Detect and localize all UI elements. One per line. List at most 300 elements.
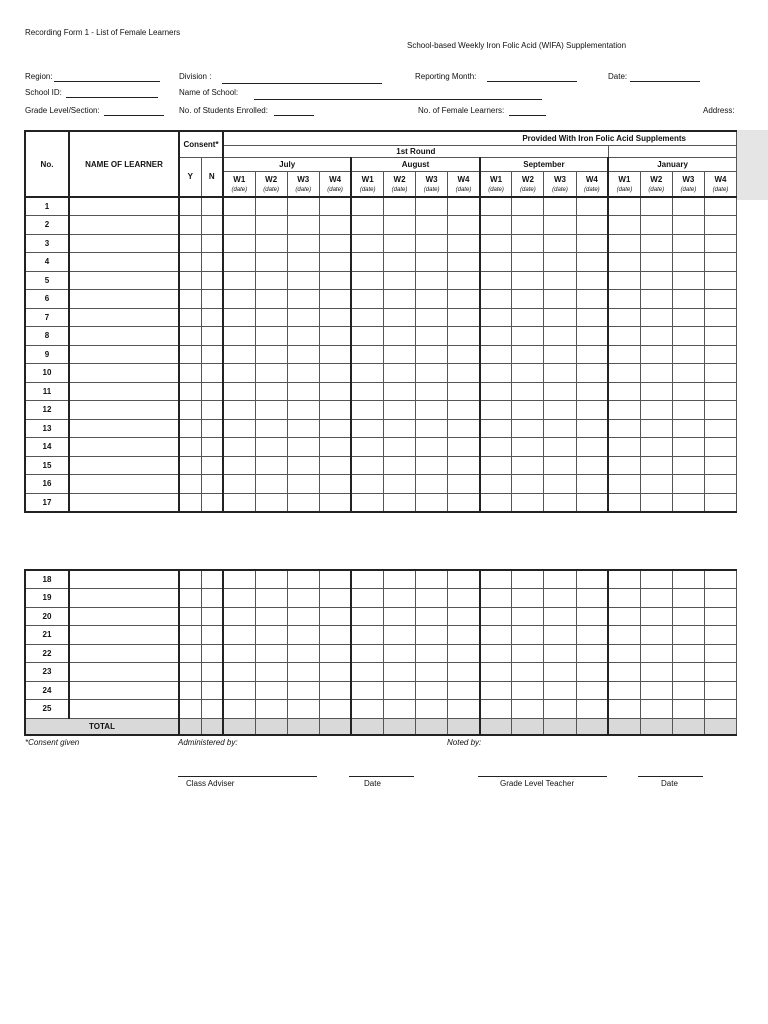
week-cell[interactable]: [255, 271, 287, 290]
week-cell[interactable]: [351, 382, 383, 401]
consent-n-cell[interactable]: [201, 493, 223, 512]
week-cell[interactable]: [672, 290, 704, 309]
week-cell[interactable]: [704, 382, 736, 401]
week-cell[interactable]: [255, 290, 287, 309]
week-cell[interactable]: [351, 438, 383, 457]
week-cell[interactable]: [383, 197, 415, 216]
date-field[interactable]: [630, 81, 700, 82]
consent-y-cell[interactable]: [179, 290, 201, 309]
week-cell[interactable]: [383, 253, 415, 272]
week-cell[interactable]: [544, 216, 576, 235]
students-enrolled-field[interactable]: [274, 115, 314, 116]
consent-n-cell[interactable]: [201, 570, 223, 589]
week-cell[interactable]: [287, 345, 319, 364]
consent-y-cell[interactable]: [179, 475, 201, 494]
week-cell[interactable]: [576, 290, 608, 309]
week-cell[interactable]: [608, 700, 640, 719]
week-cell[interactable]: [544, 327, 576, 346]
week-cell[interactable]: [672, 234, 704, 253]
week-cell[interactable]: [608, 401, 640, 420]
week-cell[interactable]: [480, 700, 512, 719]
week-cell[interactable]: [544, 570, 576, 589]
week-cell[interactable]: [640, 456, 672, 475]
week-cell[interactable]: [223, 271, 255, 290]
week-cell[interactable]: [351, 290, 383, 309]
week-cell[interactable]: [223, 570, 255, 589]
week-cell[interactable]: [480, 419, 512, 438]
week-cell[interactable]: [640, 401, 672, 420]
week-cell[interactable]: [351, 681, 383, 700]
week-cell[interactable]: [640, 681, 672, 700]
week-cell[interactable]: [544, 419, 576, 438]
week-cell[interactable]: [704, 364, 736, 383]
week-cell[interactable]: [512, 456, 544, 475]
week-cell[interactable]: [416, 681, 448, 700]
week-cell[interactable]: [416, 308, 448, 327]
week-cell[interactable]: [672, 626, 704, 645]
week-cell[interactable]: [544, 644, 576, 663]
week-cell[interactable]: [640, 197, 672, 216]
week-cell[interactable]: [544, 493, 576, 512]
week-cell[interactable]: [223, 345, 255, 364]
week-cell[interactable]: [608, 493, 640, 512]
week-cell[interactable]: [383, 438, 415, 457]
week-cell[interactable]: [544, 626, 576, 645]
week-cell[interactable]: [383, 382, 415, 401]
week-cell[interactable]: [255, 438, 287, 457]
learner-name-cell[interactable]: [69, 644, 179, 663]
consent-n-cell[interactable]: [201, 626, 223, 645]
learner-name-cell[interactable]: [69, 271, 179, 290]
consent-y-cell[interactable]: [179, 253, 201, 272]
school-name-field[interactable]: [254, 99, 542, 100]
consent-n-cell[interactable]: [201, 382, 223, 401]
week-cell[interactable]: [383, 234, 415, 253]
week-cell[interactable]: [448, 626, 480, 645]
week-cell[interactable]: [576, 308, 608, 327]
class-adviser-signature-line[interactable]: [178, 776, 317, 777]
consent-y-cell[interactable]: [179, 626, 201, 645]
week-cell[interactable]: [255, 345, 287, 364]
week-cell[interactable]: [640, 419, 672, 438]
week-cell[interactable]: [319, 456, 351, 475]
consent-y-cell[interactable]: [179, 644, 201, 663]
week-cell[interactable]: [672, 197, 704, 216]
week-cell[interactable]: [672, 644, 704, 663]
week-cell[interactable]: [448, 308, 480, 327]
week-cell[interactable]: [319, 607, 351, 626]
week-cell[interactable]: [448, 718, 480, 735]
week-cell[interactable]: [480, 216, 512, 235]
week-cell[interactable]: [416, 475, 448, 494]
week-cell[interactable]: [576, 607, 608, 626]
week-cell[interactable]: [704, 570, 736, 589]
week-cell[interactable]: [672, 271, 704, 290]
week-cell[interactable]: [576, 271, 608, 290]
learner-name-cell[interactable]: [69, 253, 179, 272]
week-cell[interactable]: [512, 345, 544, 364]
week-cell[interactable]: [448, 234, 480, 253]
week-cell[interactable]: [383, 290, 415, 309]
week-cell[interactable]: [704, 308, 736, 327]
week-cell[interactable]: [640, 644, 672, 663]
week-cell[interactable]: [672, 589, 704, 608]
week-cell[interactable]: [319, 234, 351, 253]
week-cell[interactable]: [640, 327, 672, 346]
week-cell[interactable]: [704, 607, 736, 626]
week-cell[interactable]: [672, 700, 704, 719]
week-cell[interactable]: [319, 438, 351, 457]
week-cell[interactable]: [640, 345, 672, 364]
week-cell[interactable]: [287, 308, 319, 327]
week-cell[interactable]: [448, 271, 480, 290]
week-cell[interactable]: [383, 308, 415, 327]
learner-name-cell[interactable]: [69, 401, 179, 420]
week-cell[interactable]: [512, 570, 544, 589]
week-cell[interactable]: [576, 570, 608, 589]
week-cell[interactable]: [416, 401, 448, 420]
consent-y-cell[interactable]: [179, 493, 201, 512]
week-cell[interactable]: [255, 456, 287, 475]
week-cell[interactable]: [576, 718, 608, 735]
week-cell[interactable]: [480, 197, 512, 216]
week-cell[interactable]: [544, 345, 576, 364]
week-cell[interactable]: [416, 419, 448, 438]
week-cell[interactable]: [223, 681, 255, 700]
week-cell[interactable]: [608, 644, 640, 663]
week-cell[interactable]: [608, 216, 640, 235]
week-cell[interactable]: [416, 718, 448, 735]
week-cell[interactable]: [640, 626, 672, 645]
week-cell[interactable]: [287, 718, 319, 735]
region-field[interactable]: [54, 81, 160, 82]
week-cell[interactable]: [512, 364, 544, 383]
week-cell[interactable]: [351, 475, 383, 494]
learner-name-cell[interactable]: [69, 364, 179, 383]
week-cell[interactable]: [672, 419, 704, 438]
week-cell[interactable]: [255, 382, 287, 401]
week-cell[interactable]: [448, 401, 480, 420]
week-cell[interactable]: [383, 345, 415, 364]
week-cell[interactable]: [608, 607, 640, 626]
week-cell[interactable]: [448, 681, 480, 700]
week-cell[interactable]: [704, 327, 736, 346]
week-cell[interactable]: [351, 626, 383, 645]
week-cell[interactable]: [608, 271, 640, 290]
consent-n-cell[interactable]: [201, 475, 223, 494]
week-cell[interactable]: [223, 290, 255, 309]
learner-name-cell[interactable]: [69, 345, 179, 364]
week-cell[interactable]: [383, 718, 415, 735]
week-cell[interactable]: [223, 438, 255, 457]
week-cell[interactable]: [512, 493, 544, 512]
week-cell[interactable]: [576, 234, 608, 253]
week-cell[interactable]: [672, 475, 704, 494]
week-cell[interactable]: [608, 419, 640, 438]
week-cell[interactable]: [287, 382, 319, 401]
week-cell[interactable]: [255, 493, 287, 512]
consent-n-cell[interactable]: [201, 345, 223, 364]
consent-n-cell[interactable]: [201, 253, 223, 272]
week-cell[interactable]: [223, 663, 255, 682]
consent-y-cell[interactable]: [179, 607, 201, 626]
week-cell[interactable]: [383, 570, 415, 589]
week-cell[interactable]: [512, 308, 544, 327]
consent-n-cell[interactable]: [201, 663, 223, 682]
week-cell[interactable]: [512, 253, 544, 272]
week-cell[interactable]: [383, 327, 415, 346]
week-cell[interactable]: [351, 607, 383, 626]
week-cell[interactable]: [287, 589, 319, 608]
consent-y-cell[interactable]: [179, 197, 201, 216]
week-cell[interactable]: [544, 607, 576, 626]
week-cell[interactable]: [223, 644, 255, 663]
week-cell[interactable]: [416, 253, 448, 272]
learner-name-cell[interactable]: [69, 197, 179, 216]
learner-name-cell[interactable]: [69, 216, 179, 235]
week-cell[interactable]: [255, 700, 287, 719]
week-cell[interactable]: [319, 308, 351, 327]
week-cell[interactable]: [576, 626, 608, 645]
week-cell[interactable]: [223, 364, 255, 383]
week-cell[interactable]: [383, 589, 415, 608]
week-cell[interactable]: [255, 681, 287, 700]
week-cell[interactable]: [351, 197, 383, 216]
week-cell[interactable]: [287, 327, 319, 346]
week-cell[interactable]: [255, 419, 287, 438]
week-cell[interactable]: [416, 456, 448, 475]
week-cell[interactable]: [512, 589, 544, 608]
week-cell[interactable]: [576, 216, 608, 235]
week-cell[interactable]: [608, 626, 640, 645]
date2-line[interactable]: [638, 776, 703, 777]
week-cell[interactable]: [287, 626, 319, 645]
week-cell[interactable]: [672, 663, 704, 682]
week-cell[interactable]: [672, 327, 704, 346]
week-cell[interactable]: [608, 364, 640, 383]
week-cell[interactable]: [576, 253, 608, 272]
week-cell[interactable]: [319, 290, 351, 309]
week-cell[interactable]: [223, 626, 255, 645]
week-cell[interactable]: [544, 718, 576, 735]
week-cell[interactable]: [351, 493, 383, 512]
week-cell[interactable]: [640, 589, 672, 608]
week-cell[interactable]: [672, 438, 704, 457]
week-cell[interactable]: [223, 700, 255, 719]
week-cell[interactable]: [383, 663, 415, 682]
week-cell[interactable]: [351, 364, 383, 383]
week-cell[interactable]: [480, 401, 512, 420]
week-cell[interactable]: [351, 327, 383, 346]
week-cell[interactable]: [576, 197, 608, 216]
week-cell[interactable]: [512, 626, 544, 645]
week-cell[interactable]: [704, 475, 736, 494]
week-cell[interactable]: [672, 401, 704, 420]
week-cell[interactable]: [255, 234, 287, 253]
week-cell[interactable]: [448, 644, 480, 663]
week-cell[interactable]: [672, 493, 704, 512]
week-cell[interactable]: [576, 419, 608, 438]
week-cell[interactable]: [512, 644, 544, 663]
learner-name-cell[interactable]: [69, 570, 179, 589]
week-cell[interactable]: [576, 327, 608, 346]
week-cell[interactable]: [544, 589, 576, 608]
week-cell[interactable]: [672, 253, 704, 272]
week-cell[interactable]: [319, 382, 351, 401]
week-cell[interactable]: [672, 382, 704, 401]
female-learners-field[interactable]: [509, 115, 546, 116]
week-cell[interactable]: [351, 345, 383, 364]
grade-level-field[interactable]: [104, 115, 164, 116]
week-cell[interactable]: [351, 589, 383, 608]
week-cell[interactable]: [319, 644, 351, 663]
week-cell[interactable]: [223, 589, 255, 608]
consent-n-cell[interactable]: [201, 197, 223, 216]
week-cell[interactable]: [672, 607, 704, 626]
week-cell[interactable]: [704, 216, 736, 235]
week-cell[interactable]: [704, 718, 736, 735]
week-cell[interactable]: [223, 607, 255, 626]
week-cell[interactable]: [351, 216, 383, 235]
week-cell[interactable]: [319, 364, 351, 383]
consent-y-cell[interactable]: [179, 401, 201, 420]
week-cell[interactable]: [287, 700, 319, 719]
week-cell[interactable]: [223, 475, 255, 494]
week-cell[interactable]: [672, 364, 704, 383]
week-cell[interactable]: [416, 382, 448, 401]
week-cell[interactable]: [416, 589, 448, 608]
week-cell[interactable]: [512, 401, 544, 420]
week-cell[interactable]: [416, 607, 448, 626]
week-cell[interactable]: [640, 570, 672, 589]
week-cell[interactable]: [383, 401, 415, 420]
week-cell[interactable]: [672, 216, 704, 235]
week-cell[interactable]: [255, 626, 287, 645]
week-cell[interactable]: [576, 364, 608, 383]
learner-name-cell[interactable]: [69, 607, 179, 626]
week-cell[interactable]: [672, 345, 704, 364]
week-cell[interactable]: [576, 700, 608, 719]
week-cell[interactable]: [480, 234, 512, 253]
week-cell[interactable]: [448, 570, 480, 589]
week-cell[interactable]: [704, 419, 736, 438]
consent-n-cell[interactable]: [201, 607, 223, 626]
week-cell[interactable]: [416, 570, 448, 589]
week-cell[interactable]: [608, 456, 640, 475]
week-cell[interactable]: [383, 419, 415, 438]
week-cell[interactable]: [608, 475, 640, 494]
week-cell[interactable]: [223, 234, 255, 253]
school-id-field[interactable]: [66, 97, 158, 98]
consent-n-cell[interactable]: [201, 718, 223, 735]
week-cell[interactable]: [480, 493, 512, 512]
week-cell[interactable]: [416, 234, 448, 253]
week-cell[interactable]: [608, 308, 640, 327]
week-cell[interactable]: [704, 271, 736, 290]
week-cell[interactable]: [416, 663, 448, 682]
week-cell[interactable]: [223, 401, 255, 420]
week-cell[interactable]: [512, 607, 544, 626]
week-cell[interactable]: [351, 401, 383, 420]
consent-y-cell[interactable]: [179, 681, 201, 700]
week-cell[interactable]: [255, 401, 287, 420]
week-cell[interactable]: [480, 308, 512, 327]
week-cell[interactable]: [448, 290, 480, 309]
week-cell[interactable]: [480, 626, 512, 645]
week-cell[interactable]: [416, 626, 448, 645]
week-cell[interactable]: [512, 197, 544, 216]
consent-y-cell[interactable]: [179, 718, 201, 735]
week-cell[interactable]: [351, 234, 383, 253]
week-cell[interactable]: [448, 700, 480, 719]
week-cell[interactable]: [255, 327, 287, 346]
week-cell[interactable]: [608, 382, 640, 401]
week-cell[interactable]: [640, 700, 672, 719]
week-cell[interactable]: [383, 700, 415, 719]
consent-n-cell[interactable]: [201, 681, 223, 700]
week-cell[interactable]: [544, 308, 576, 327]
week-cell[interactable]: [512, 234, 544, 253]
week-cell[interactable]: [416, 644, 448, 663]
week-cell[interactable]: [576, 475, 608, 494]
week-cell[interactable]: [608, 234, 640, 253]
consent-n-cell[interactable]: [201, 271, 223, 290]
week-cell[interactable]: [480, 290, 512, 309]
week-cell[interactable]: [287, 663, 319, 682]
consent-y-cell[interactable]: [179, 419, 201, 438]
week-cell[interactable]: [351, 456, 383, 475]
week-cell[interactable]: [319, 570, 351, 589]
consent-y-cell[interactable]: [179, 700, 201, 719]
grade-teacher-signature-line[interactable]: [478, 776, 607, 777]
week-cell[interactable]: [576, 681, 608, 700]
consent-n-cell[interactable]: [201, 216, 223, 235]
week-cell[interactable]: [287, 364, 319, 383]
consent-n-cell[interactable]: [201, 700, 223, 719]
week-cell[interactable]: [383, 493, 415, 512]
week-cell[interactable]: [608, 589, 640, 608]
learner-name-cell[interactable]: [69, 475, 179, 494]
learner-name-cell[interactable]: [69, 327, 179, 346]
week-cell[interactable]: [640, 364, 672, 383]
week-cell[interactable]: [640, 253, 672, 272]
consent-y-cell[interactable]: [179, 663, 201, 682]
week-cell[interactable]: [416, 327, 448, 346]
week-cell[interactable]: [416, 345, 448, 364]
week-cell[interactable]: [223, 197, 255, 216]
consent-y-cell[interactable]: [179, 589, 201, 608]
week-cell[interactable]: [383, 364, 415, 383]
learner-name-cell[interactable]: [69, 589, 179, 608]
week-cell[interactable]: [351, 700, 383, 719]
date1-line[interactable]: [349, 776, 414, 777]
week-cell[interactable]: [319, 681, 351, 700]
week-cell[interactable]: [640, 216, 672, 235]
week-cell[interactable]: [351, 718, 383, 735]
week-cell[interactable]: [255, 197, 287, 216]
week-cell[interactable]: [223, 308, 255, 327]
week-cell[interactable]: [640, 234, 672, 253]
week-cell[interactable]: [704, 663, 736, 682]
week-cell[interactable]: [640, 663, 672, 682]
consent-n-cell[interactable]: [201, 456, 223, 475]
week-cell[interactable]: [480, 681, 512, 700]
week-cell[interactable]: [223, 493, 255, 512]
week-cell[interactable]: [287, 456, 319, 475]
week-cell[interactable]: [704, 401, 736, 420]
learner-name-cell[interactable]: [69, 308, 179, 327]
consent-y-cell[interactable]: [179, 327, 201, 346]
